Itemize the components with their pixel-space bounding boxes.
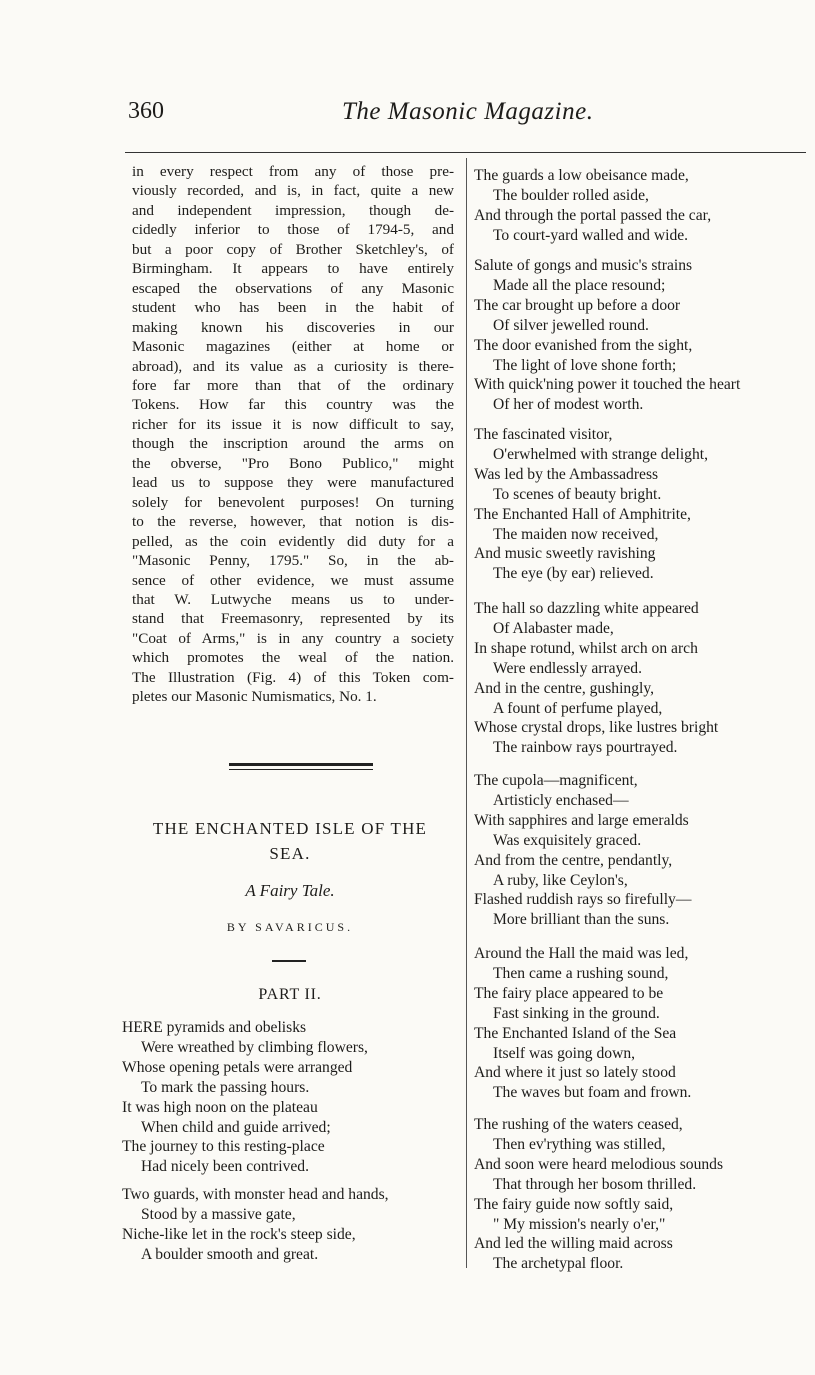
prose-line: solely for benevolent purposes! On turning — [132, 493, 454, 511]
prose-line: though the inscription around the arms on — [132, 435, 454, 453]
verse-line: And where it just so lately stood — [474, 1064, 676, 1082]
poem-stanza — [474, 944, 691, 1103]
title-line: SEA. — [269, 844, 311, 863]
verse-line: The fascinated visitor, — [474, 426, 613, 443]
prose-line: viously recorded, and is, in fact, quite a new — [132, 182, 454, 200]
prose-line: but a poor copy of Brother Sketchley's, of — [132, 240, 454, 258]
verse-line: Was led by the Ambassadress — [474, 465, 659, 483]
verse-line: O'erwhelmed with strange delight, — [493, 445, 709, 463]
prose-line: abroad), and its value as a curiosity is there- — [132, 357, 454, 375]
verse-line: And through the portal passed the car, — [474, 206, 712, 224]
verse-line: And music sweetly ravishing — [474, 545, 656, 563]
prose-line: richer for its issue it is now difficult to say, — [132, 415, 454, 433]
numismatics-paragraph — [132, 162, 454, 707]
verse-line: Around the Hall the maid was led, — [474, 945, 689, 962]
article-subtitle: A Fairy Tale. — [245, 881, 335, 900]
short-rule — [272, 960, 306, 962]
prose-line: that W. Lutwyche means us to under- — [132, 590, 454, 608]
verse-line: The rainbow rays pourtrayed. — [493, 739, 678, 757]
prose-line: Tokens. How far this country was the — [132, 396, 454, 414]
verse-line: Stood by a massive gate, — [141, 1205, 296, 1223]
verse-line: More brilliant than the suns. — [493, 911, 670, 929]
page-header — [128, 98, 808, 134]
verse-line: The car brought up before a door — [474, 296, 681, 314]
verse-line: The eye (by ear) relieved. — [493, 565, 654, 583]
prose-line: fore far more than that of the ordinary — [132, 376, 454, 394]
prose-line: The Illustration (Fig. 4) of this Token com- — [132, 668, 454, 686]
verse-line: The maiden now received, — [493, 525, 659, 543]
poem-stanza — [122, 1018, 368, 1177]
title-line: THE ENCHANTED ISLE OF THE — [152, 819, 428, 838]
prose-line: escaped the observations of any Masonic — [132, 279, 454, 297]
verse-line: Were endlessly arrayed. — [493, 659, 642, 677]
verse-line: The rushing of the waters ceased, — [474, 1116, 683, 1133]
verse-line: Artisticly enchased— — [493, 791, 629, 809]
poem-stanza — [122, 1185, 389, 1265]
verse-line: Were wreathed by climbing flowers, — [141, 1038, 368, 1056]
verse-line: The archetypal floor. — [493, 1255, 624, 1273]
verse-line: Of Alabaster made, — [493, 619, 614, 637]
running-head: The Masonic Magazine. — [342, 98, 594, 125]
verse-line: A fount of perfume played, — [493, 699, 663, 717]
section-separator — [229, 763, 373, 770]
verse-line: Made all the place resound; — [493, 276, 666, 294]
verse-line: A boulder smooth and great. — [141, 1245, 319, 1263]
poem-stanza — [474, 166, 711, 246]
verse-line: " My mission's nearly o'er," — [493, 1215, 666, 1233]
prose-line: in every respect from any of those pre- — [132, 163, 454, 180]
prose-line: pletes our Masonic Numismatics, No. 1. — [132, 688, 377, 706]
verse-line: The fairy place appeared to be — [474, 984, 664, 1002]
verse-line: The waves but foam and frown. — [493, 1084, 692, 1102]
article-title — [120, 816, 460, 866]
prose-line: "Coat of Arms," is in any country a society — [132, 629, 454, 647]
verse-line: When child and guide arrived; — [141, 1118, 331, 1136]
verse-line: To scenes of beauty bright. — [493, 485, 662, 503]
verse-line: The journey to this resting-place — [122, 1138, 325, 1156]
verse-line: A ruby, like Ceylon's, — [493, 871, 628, 889]
verse-line: Itself was going down, — [493, 1044, 636, 1062]
verse-line: Salute of gongs and music's strains — [474, 257, 693, 274]
prose-line: stand that Freemasonry, represented by its — [132, 610, 454, 628]
prose-line: which promotes the weal of the nation. — [132, 649, 454, 667]
verse-line: And in the centre, gushingly, — [474, 679, 655, 697]
verse-line: That through her bosom thrilled. — [493, 1175, 697, 1193]
verse-line: Flashed ruddish rays so firefully— — [474, 891, 692, 909]
prose-line: Masonic magazines (either at home or — [132, 338, 454, 356]
prose-line: cidedly inferior to those of 1794-5, and — [132, 221, 454, 239]
column-divider — [466, 158, 467, 1268]
verse-line: Had nicely been contrived. — [141, 1158, 309, 1176]
page-number: 360 — [128, 98, 164, 124]
prose-line: sence of other evidence, we must assume — [132, 571, 454, 589]
article-author: BY SAVARICUS. — [226, 920, 354, 934]
verse-line: Of her of modest worth. — [493, 396, 644, 414]
verse-line: Whose crystal drops, like lustres bright — [474, 719, 719, 737]
prose-line: student who has been in the habit of — [132, 299, 454, 317]
verse-line: Then came a rushing sound, — [493, 964, 669, 982]
header-rule — [125, 152, 806, 153]
verse-line: The door evanished from the sight, — [474, 336, 693, 354]
part-heading: PART II. — [258, 986, 322, 1003]
verse-line: It was high noon on the plateau — [122, 1098, 318, 1116]
verse-line: The Enchanted Hall of Amphitrite, — [474, 505, 691, 523]
verse-line: The boulder rolled aside, — [493, 186, 649, 204]
prose-line: "Masonic Penny, 1795." So, in the ab- — [132, 552, 454, 570]
verse-line: Was exquisitely graced. — [493, 831, 642, 849]
prose-line: the obverse, "Pro Bono Publico," might — [132, 454, 454, 472]
poem-stanza — [474, 256, 740, 415]
verse-line: And led the willing maid across — [474, 1235, 673, 1253]
verse-line: The fairy guide now softly said, — [474, 1195, 674, 1213]
verse-line: To court-yard walled and wide. — [493, 226, 689, 244]
prose-line: and independent impression, though de- — [132, 201, 454, 219]
verse-line: Of silver jewelled round. — [493, 316, 649, 334]
verse-line: The guards a low obeisance made, — [474, 167, 689, 184]
prose-line: to the reverse, however, that notion is dis- — [132, 513, 454, 531]
poem-stanza — [474, 599, 718, 758]
poem-stanza — [474, 1115, 723, 1274]
prose-line: pelled, as the coin evidently did duty for a — [132, 532, 454, 550]
verse-line: Fast sinking in the ground. — [493, 1004, 660, 1022]
poem-stanza — [474, 771, 691, 930]
poem-stanza — [474, 425, 708, 584]
verse-line: With sapphires and large emeralds — [474, 811, 689, 829]
prose-line: lead us to suppose they were manufactured — [132, 474, 454, 492]
verse-line: In shape rotund, whilst arch on arch — [474, 639, 698, 657]
verse-line: The light of love shone forth; — [493, 356, 677, 374]
verse-line: The Enchanted Island of the Sea — [474, 1024, 677, 1042]
verse-line: Whose opening petals were arranged — [122, 1058, 353, 1076]
verse-line: HERE pyramids and obelisks — [122, 1019, 307, 1036]
verse-line: To mark the passing hours. — [141, 1078, 310, 1096]
verse-line: And from the centre, pendantly, — [474, 851, 673, 869]
verse-line: The cupola—magnificent, — [474, 772, 638, 789]
verse-line: Two guards, with monster head and hands, — [122, 1186, 389, 1203]
left-column — [132, 162, 454, 707]
verse-line: Niche-like let in the rock's steep side, — [122, 1225, 356, 1243]
prose-line: Birmingham. It appears to have entirely — [132, 260, 454, 278]
verse-line: With quick'ning power it touched the heart — [474, 376, 741, 394]
prose-line: making known his discoveries in our — [132, 318, 454, 336]
verse-line: And soon were heard melodious sounds — [474, 1155, 724, 1173]
verse-line: The hall so dazzling white appeared — [474, 600, 699, 617]
verse-line: Then ev'rything was stilled, — [493, 1135, 666, 1153]
